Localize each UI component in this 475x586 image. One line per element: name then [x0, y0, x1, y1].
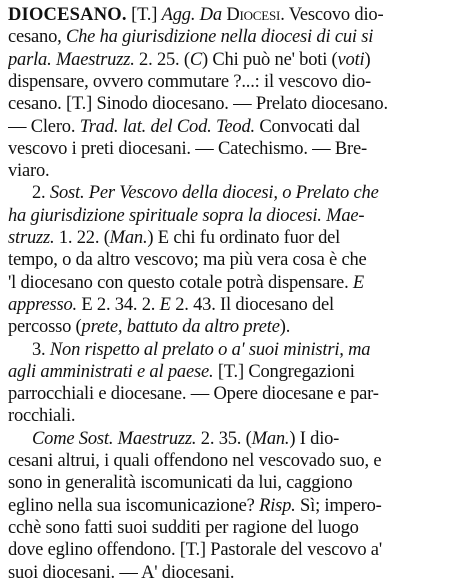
text-segment: voti [337, 49, 365, 70]
text-line [8, 70, 467, 95]
text-segment: Sost. Per Vescovo della diocesi, o Prelato che [49, 183, 379, 204]
text-segment: 2. 35. ( [196, 428, 252, 449]
text-line [8, 315, 467, 340]
text-line [8, 382, 467, 407]
text-segment: parrocchiali e diocesane. — Opere diocesane e par- [8, 384, 379, 405]
text-segment: tempo, o da altro vescovo; ma più vera cosa è che [8, 250, 367, 271]
text-line [8, 248, 467, 273]
text-segment: ) I dio- [289, 428, 340, 449]
text-line [8, 404, 467, 429]
text-line [8, 3, 467, 28]
text-line [8, 360, 467, 385]
text-segment: Come Sost. Maestruzz. [32, 428, 197, 449]
text-segment: cesano, [8, 27, 66, 48]
text-segment: rocchiali. [8, 406, 76, 427]
text-segment: ) Chi può ne' boti ( [202, 49, 338, 70]
text-segment: sono in generalità iscomunicati da lui, caggiono [8, 473, 353, 494]
text-segment: 'l diocesano con questo cotale potrà dispensare. [8, 272, 353, 293]
text-segment: suoi diocesani. — A' diocesani. [8, 562, 235, 583]
text-segment: [T.] Congregazioni [213, 361, 355, 382]
text-line [8, 538, 467, 563]
text-line [32, 181, 467, 206]
text-segment: appresso. [8, 294, 77, 315]
text-segment: E [159, 294, 171, 315]
text-segment: Sì; impero- [295, 495, 382, 516]
text-line [8, 471, 467, 496]
text-segment: 2. 25. ( [134, 49, 190, 70]
text-segment: [T.] [126, 5, 162, 25]
text-segment: E [352, 272, 365, 293]
text-line [8, 293, 467, 318]
text-segment: Trad. lat. del Cod. Teod. [79, 116, 255, 137]
text-segment: E 2. 34. 2. [76, 294, 160, 315]
text-segment: Risp. [259, 495, 296, 516]
text-segment: ) E chi fu ordinato fuor del [147, 228, 341, 248]
text-segment: percosso ( [8, 317, 82, 338]
text-segment: cesani altrui, i quali offendono nel vescovado suo, e [8, 451, 382, 471]
text-segment: — Clero. [8, 116, 80, 137]
text-segment: Diocesi [226, 5, 281, 25]
text-line [8, 494, 467, 519]
text-segment: 2. [32, 183, 50, 204]
text-segment: Convocati dal [254, 116, 361, 137]
text-segment: . Vescovo dio- [280, 5, 384, 25]
text-segment: struzz. [8, 228, 55, 248]
text-segment: Non rispetto al prelato o a' suoi ministri, ma [49, 339, 371, 360]
text-segment: Man. [251, 428, 290, 449]
text-segment: dove eglino offendono. [T.] Pastorale del vescovo a' [8, 540, 382, 561]
text-segment: ha giurisdizione spirituale sopra la diocesi. Mae- [8, 205, 365, 226]
text-line [32, 427, 467, 452]
text-segment: 1. 22. ( [54, 228, 110, 248]
text-segment: dispensare, ovvero commutare ?...: il vescovo dio- [8, 71, 371, 92]
text-segment: vescovo i preti diocesani. — Catechismo. — Bre- [8, 138, 367, 159]
text-segment: Agg. Da [161, 5, 222, 25]
text-line [8, 204, 467, 229]
text-segment: 3. [32, 339, 50, 360]
text-segment: viaro. [8, 161, 50, 182]
text-segment: eglino nella sua iscomunicazione? [8, 495, 260, 516]
text-line [8, 271, 467, 296]
text-line [8, 561, 467, 586]
text-segment: 2. 43. Il diocesano del [170, 294, 334, 315]
text-line [8, 159, 467, 184]
text-segment: agli amministrati e al paese. [8, 361, 214, 382]
text-line [8, 48, 467, 73]
text-line [8, 115, 467, 140]
text-line [8, 516, 467, 541]
text-line [32, 338, 467, 363]
text-line [8, 92, 467, 117]
text-segment: ). [279, 317, 291, 338]
text-segment: Man. [109, 228, 148, 248]
text-segment: Che ha giurisdizione nella diocesi di cui si [65, 27, 374, 48]
entry-headword: DIOCESANO. [8, 5, 127, 25]
text-line [8, 137, 467, 162]
text-segment: ) [364, 49, 371, 70]
text-segment: cchè sono fatti suoi sudditi per ragione del luogo [8, 517, 359, 538]
text-segment: prete, battuto da altro prete [81, 317, 280, 338]
text-segment: C [189, 49, 203, 70]
text-line [8, 226, 467, 251]
text-line [8, 25, 467, 50]
text-segment: parla. Maestruzz. [8, 49, 135, 70]
text-segment: cesano. [T.] Sinodo diocesano. — Prelato diocesano. [8, 94, 388, 115]
text-line [8, 449, 467, 474]
